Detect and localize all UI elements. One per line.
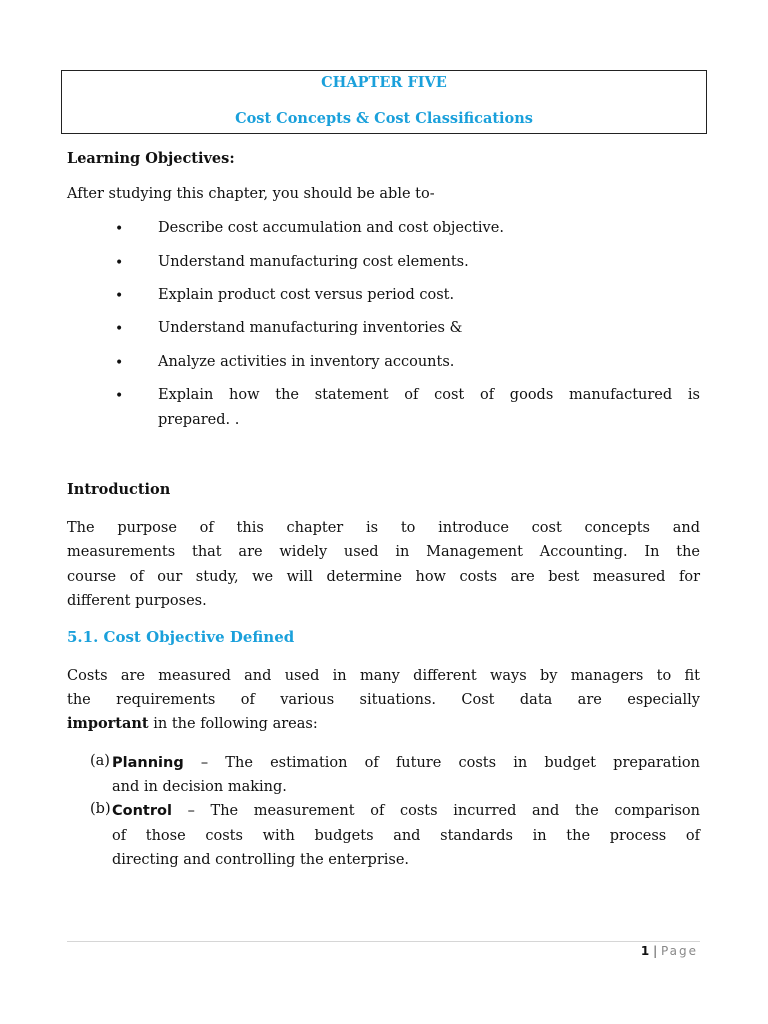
section-paragraph-line: the requirements of various situations. Cost data are especially bbox=[67, 692, 700, 708]
item-text: – The estimation of future costs in budget preparation bbox=[183, 755, 700, 771]
item-label: (b) bbox=[90, 801, 111, 817]
section-paragraph-line bbox=[67, 712, 700, 736]
item-line bbox=[112, 799, 700, 823]
learning-objectives-heading: Learning Objectives: bbox=[67, 150, 235, 167]
footer-separator: | bbox=[653, 944, 658, 958]
chapter-number: CHAPTER FIVE bbox=[321, 74, 447, 91]
item-term: Control bbox=[112, 803, 172, 819]
list-item: Describe cost accumulation and cost objective. bbox=[158, 220, 504, 236]
introduction-heading: Introduction bbox=[67, 481, 171, 498]
introduction-line: The purpose of this chapter is to introduce cost concepts and bbox=[67, 520, 700, 536]
section-paragraph-line: Costs are measured and used in many different ways by managers to fit bbox=[67, 668, 700, 684]
list-item: Understand manufacturing inventories & bbox=[158, 320, 463, 336]
bullet-icon: • bbox=[115, 355, 124, 371]
paragraph-end-text: in the following areas: bbox=[148, 716, 318, 732]
bullet-icon: • bbox=[115, 388, 124, 404]
item-line: and in decision making. bbox=[112, 779, 287, 795]
bullet-icon: • bbox=[115, 221, 124, 237]
section-heading: 5.1. Cost Objective Defined bbox=[67, 628, 295, 646]
list-item-continuation: prepared. . bbox=[158, 412, 240, 428]
emphasis-important: important bbox=[67, 715, 149, 732]
item-text: – The measurement of costs incurred and the comparison bbox=[171, 803, 700, 819]
learning-objectives-intro: After studying this chapter, you should be able to- bbox=[67, 186, 435, 202]
footer-divider bbox=[67, 941, 700, 942]
list-item: Analyze activities in inventory accounts. bbox=[158, 354, 455, 370]
item-line bbox=[112, 751, 700, 775]
page-number: 1 bbox=[640, 944, 650, 958]
bullet-icon: • bbox=[115, 321, 124, 337]
introduction-line: measurements that are widely used in Management Accounting. In the bbox=[67, 544, 700, 560]
list-item: Understand manufacturing cost elements. bbox=[158, 254, 469, 270]
chapter-title: Cost Concepts & Cost Classifications bbox=[235, 110, 533, 127]
chapter-title-box bbox=[61, 70, 707, 134]
item-line: directing and controlling the enterprise. bbox=[112, 852, 410, 868]
introduction-line: different purposes. bbox=[67, 593, 207, 609]
list-item: Explain product cost versus period cost. bbox=[158, 287, 455, 303]
page-footer bbox=[641, 944, 698, 958]
item-label: (a) bbox=[90, 753, 110, 769]
page-label: Page bbox=[660, 944, 698, 958]
list-item: Explain how the statement of cost of goods manufactured is bbox=[158, 387, 700, 403]
item-term: Planning bbox=[112, 755, 184, 771]
introduction-line: course of our study, we will determine how costs are best measured for bbox=[67, 569, 700, 585]
bullet-icon: • bbox=[115, 255, 124, 271]
bullet-icon: • bbox=[115, 288, 124, 304]
item-line: of those costs with budgets and standards in the process of bbox=[112, 828, 700, 844]
